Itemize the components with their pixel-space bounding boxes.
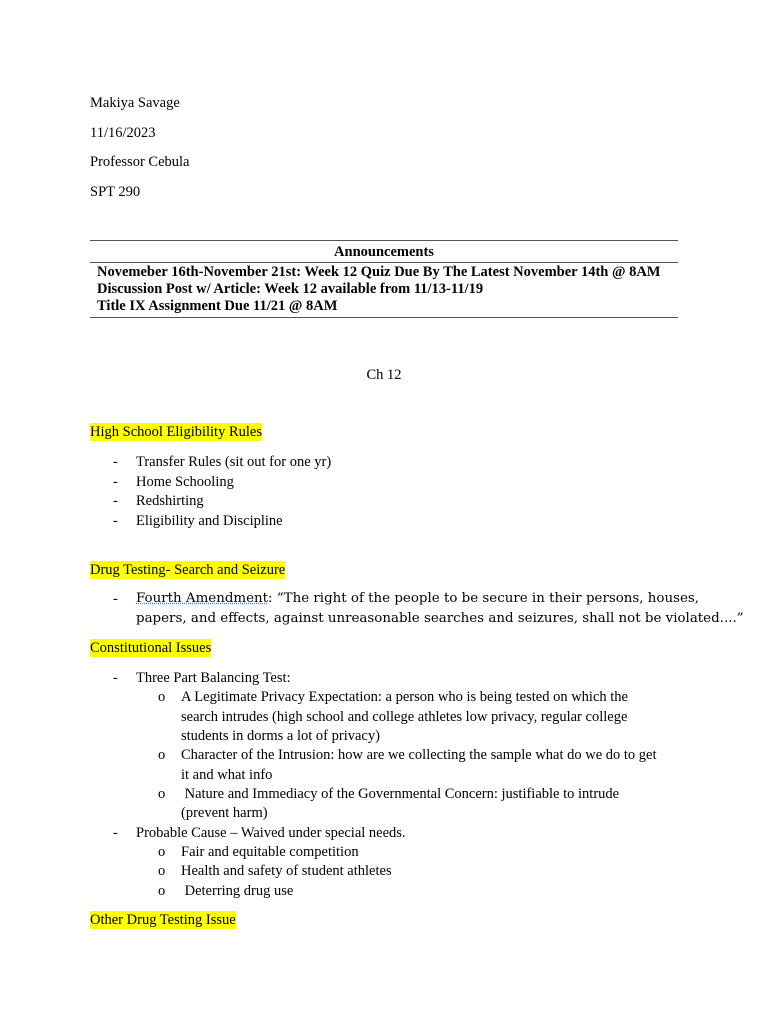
sublist-item: Nature and Immediacy of the Governmental Concern: justifiable to intrude bbox=[181, 786, 620, 802]
fourth-amendment-text: : “The right of the people to be secure in their persons, houses, bbox=[268, 591, 700, 606]
list-dash: - bbox=[113, 825, 118, 841]
sublist-item: Character of the Intrusion: how are we collecting the sample what do we do to get bbox=[181, 747, 657, 763]
announcements-table bbox=[90, 240, 678, 318]
announcement-item: Title IX Assignment Due 11/21 @ 8AM bbox=[97, 298, 338, 314]
sublist-item-continuation: (prevent harm) bbox=[181, 805, 268, 821]
list-item: Three Part Balancing Test: bbox=[136, 670, 291, 686]
fourth-amendment-label: Fourth Amendment bbox=[136, 591, 269, 606]
section-heading-other: Other Drug Testing Issue bbox=[90, 912, 236, 928]
sublist-item-continuation: it and what info bbox=[181, 767, 273, 783]
professor-name: Professor Cebula bbox=[90, 154, 190, 170]
section-heading-drug-testing: Drug Testing- Search and Seizure bbox=[90, 562, 286, 578]
announcement-item: Novemeber 16th-November 21st: Week 12 Quiz Due By The Latest November 14th @ 8AM bbox=[97, 264, 661, 280]
chapter-title: Ch 12 bbox=[366, 367, 402, 383]
list-item: Redshirting bbox=[136, 493, 204, 509]
sublist-item: A Legitimate Privacy Expectation: a person who is being tested on which the bbox=[181, 689, 628, 705]
list-dash: - bbox=[113, 513, 118, 529]
list-item bbox=[136, 590, 699, 608]
list-item-continuation: papers, and effects, against unreasonable searches and seizures, shall not be violated....” bbox=[136, 611, 744, 626]
section-heading-eligibility: High School Eligibility Rules bbox=[90, 424, 262, 440]
document-date: 11/16/2023 bbox=[90, 125, 156, 141]
course-code: SPT 290 bbox=[90, 184, 141, 200]
list-item: Probable Cause – Waived under special needs. bbox=[136, 825, 406, 841]
section-heading-constitutional: Constitutional Issues bbox=[90, 640, 212, 656]
list-item: Transfer Rules (sit out for one yr) bbox=[136, 454, 332, 470]
student-name: Makiya Savage bbox=[90, 95, 180, 111]
list-item: Home Schooling bbox=[136, 474, 234, 490]
sublist-item-continuation: students in dorms a lot of privacy) bbox=[181, 728, 380, 744]
sublist-bullet: o bbox=[158, 844, 166, 860]
announcement-item: Discussion Post w/ Article: Week 12 available from 11/13-11/19 bbox=[97, 281, 484, 297]
list-dash: - bbox=[113, 474, 118, 490]
sublist-item: Deterring drug use bbox=[181, 883, 294, 899]
sublist-bullet: o bbox=[158, 863, 166, 879]
sublist-item: Fair and equitable competition bbox=[181, 844, 359, 860]
sublist-bullet: o bbox=[158, 883, 166, 899]
sublist-bullet: o bbox=[158, 747, 166, 763]
sublist-bullet: o bbox=[158, 689, 166, 705]
sublist-bullet: o bbox=[158, 786, 166, 802]
list-dash: - bbox=[113, 454, 118, 470]
announcements-body bbox=[90, 263, 678, 318]
list-dash: - bbox=[113, 493, 118, 509]
sublist-item: Health and safety of student athletes bbox=[181, 863, 392, 879]
sublist-item-continuation: search intrudes (high school and college athletes low privacy, regular college bbox=[181, 709, 628, 725]
announcements-title: Announcements bbox=[90, 241, 678, 263]
list-dash: - bbox=[113, 591, 118, 607]
list-dash: - bbox=[113, 670, 118, 686]
list-item: Eligibility and Discipline bbox=[136, 513, 283, 529]
